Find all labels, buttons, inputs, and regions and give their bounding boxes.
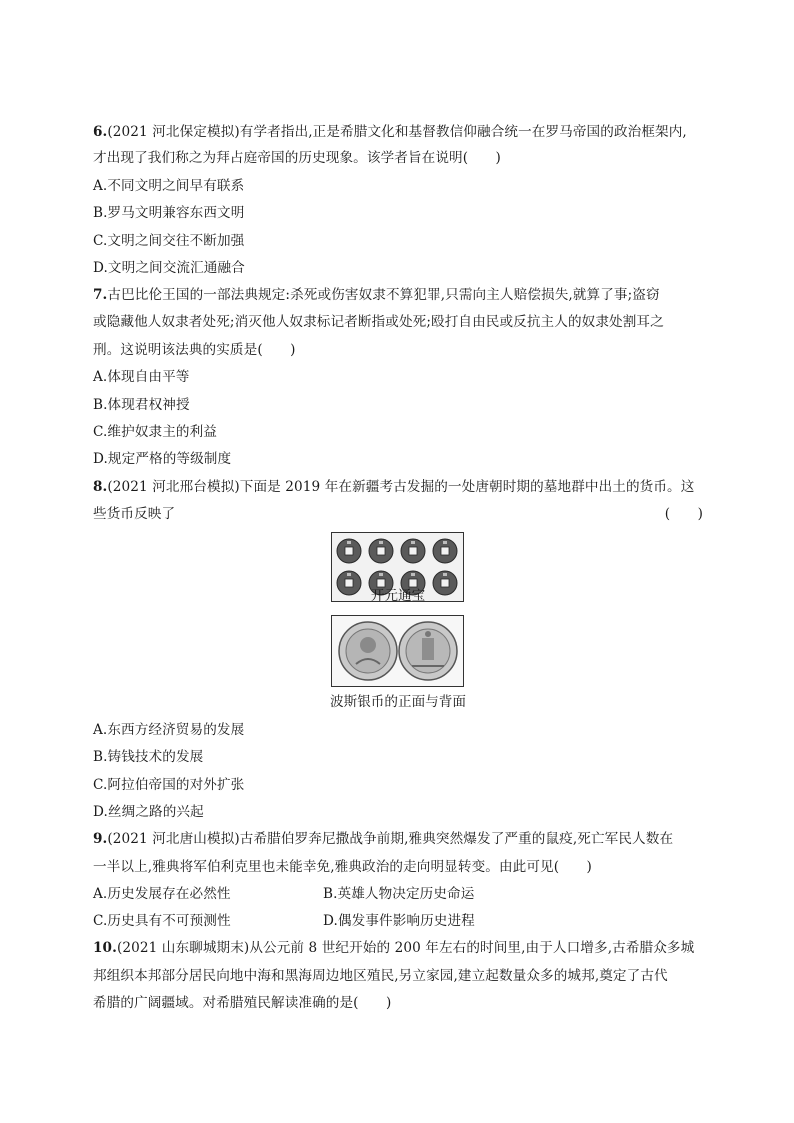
figure2-caption: 波斯银币的正面与背面 — [330, 694, 466, 710]
q10-line3: 希腊的广阔疆域。对希腊殖民解读准确的是( ) — [93, 995, 392, 1011]
q9-line1: 9.(2021 河北唐山模拟)古希腊伯罗奔尼撒战争前期,雅典突然爆发了严重的鼠疫,死亡军民人数在 — [93, 831, 674, 847]
q7-line2: 或隐藏他人奴隶者处死;消灭他人奴隶标记者断指或处死;殴打自由民或反抗主人的奴隶处割耳之 — [93, 314, 664, 330]
q8-line2: 些货币反映了 ( ) — [93, 506, 703, 522]
q7-option-d: D.规定严格的等级制度 — [93, 451, 232, 467]
q6-option-a: A.不同文明之间早有联系 — [93, 178, 245, 194]
q10-line1: 10.(2021 山东聊城期末)从公元前 8 世纪开始的 200 年左右的时间里,由于人口增多,古希腊众多城 — [93, 940, 695, 956]
q6-number: 6. — [93, 124, 108, 140]
q8-option-d: D.丝绸之路的兴起 — [93, 804, 204, 820]
q9-option-a: A.历史发展存在必然性 — [93, 886, 231, 902]
figure1-caption: 开元通宝 — [370, 588, 426, 604]
q6-option-c: C.文明之间交往不断加强 — [93, 233, 245, 249]
q7-option-b: B.体现君权神授 — [93, 397, 190, 413]
q9-line2: 一半以上,雅典将军伯利克里也未能幸免,雅典政治的走向明显转变。由此可见( ) — [93, 859, 592, 875]
q9-number: 9. — [93, 831, 108, 847]
answer-blank: ( ) — [664, 506, 703, 522]
q7-option-c: C.维护奴隶主的利益 — [93, 424, 217, 440]
q7-number: 7. — [93, 287, 108, 303]
q6-line1: 6.(2021 河北保定模拟)有学者指出,正是希腊文化和基督教信仰融合统一在罗马帝国的政治框架内, — [93, 124, 687, 140]
q6-option-b: B.罗马文明兼容东西文明 — [93, 205, 245, 221]
silver-coins-illustration — [332, 616, 463, 686]
q7-line3: 刑。这说明该法典的实质是( ) — [93, 342, 296, 358]
q8-option-a: A.东西方经济贸易的发展 — [93, 722, 245, 738]
q10-line2: 邦组织本邦部分居民向地中海和黑海周边地区殖民,另立家园,建立起数量众多的城邦,奠定了古代 — [93, 968, 668, 984]
q10-number: 10. — [93, 940, 117, 956]
q9-option-c: C.历史具有不可预测性 — [93, 913, 231, 929]
q6-line2: 才出现了我们称之为拜占庭帝国的历史现象。该学者旨在说明( ) — [93, 150, 501, 166]
q9-option-d: D.偶发事件影响历史进程 — [323, 913, 475, 929]
q8-option-c: C.阿拉伯帝国的对外扩张 — [93, 777, 245, 793]
q8-number: 8. — [93, 479, 108, 495]
q8-line1: 8.(2021 河北邢台模拟)下面是 2019 年在新疆考古发掘的一处唐朝时期的墓地群中出土的货币。这 — [93, 479, 695, 495]
q7-line1: 7.古巴比伦王国的一部法典规定:杀死或伤害奴隶不算犯罪,只需向主人赔偿损失,就算了事;盗窃 — [93, 287, 660, 303]
persian-silver-coins-image — [331, 615, 464, 687]
q9-option-b: B.英雄人物决定历史命运 — [323, 886, 475, 902]
q7-option-a: A.体现自由平等 — [93, 369, 190, 385]
q8-option-b: B.铸钱技术的发展 — [93, 749, 204, 765]
q6-option-d: D.文明之间交流汇通融合 — [93, 260, 245, 276]
